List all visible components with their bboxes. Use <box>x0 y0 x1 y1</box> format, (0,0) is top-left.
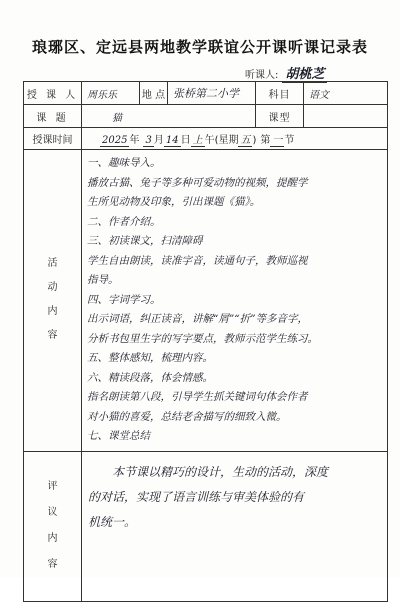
evaluation-content <box>82 451 388 601</box>
activity-label-char: 内 <box>47 306 58 318</box>
time-month: 3 <box>145 135 152 146</box>
teacher-row <box>24 82 388 105</box>
type-value <box>304 105 388 128</box>
evaluation-label-char: 评 <box>47 481 58 492</box>
listener-name: 胡桃芝 <box>282 67 327 83</box>
time-weekday-open: (星期 <box>214 135 239 146</box>
activity-line: 五、整体感知，梳理内容。 <box>87 352 213 364</box>
time-value <box>82 128 388 150</box>
location-label: 地 点 <box>140 82 168 105</box>
topic-value: 猫 <box>82 105 256 128</box>
time-year: 2025 <box>102 135 128 146</box>
record-table <box>23 81 388 602</box>
location-value: 张桥第二小学 <box>168 82 256 105</box>
activity-line: 三、初读课文，扫清障碍 <box>87 235 203 247</box>
activity-line: 指导。 <box>87 274 119 286</box>
activity-content <box>82 150 388 452</box>
activity-row <box>24 150 388 452</box>
evaluation-label-char: 内 <box>47 533 58 544</box>
activity-label-char: 活 <box>47 258 58 270</box>
activity-line: 分析书包里生字的写字要点，教师示范学生练习。 <box>87 332 318 345</box>
activity-label <box>24 150 82 452</box>
evaluation-label-char: 容 <box>47 559 58 570</box>
teacher-value: 周乐乐 <box>82 82 140 105</box>
activity-line: 二、作者介绍。 <box>87 215 161 228</box>
evaluation-label-char: 议 <box>47 507 58 518</box>
evaluation-line: 的对话，实现了语言训练与审美体验的有 <box>88 489 305 504</box>
type-label: 课型 <box>256 105 304 128</box>
teacher-label: 授 课 人 <box>24 82 82 105</box>
activity-line: 生所见动物及印象，引出课题《猫》。 <box>87 196 261 208</box>
evaluation-label <box>24 451 82 601</box>
time-period: 上 <box>192 135 203 146</box>
listener-label: 听课人: <box>245 70 279 81</box>
page-title: 琅琊区、定远县两地教学联谊公开课听课记录表 <box>31 38 368 56</box>
subject-label: 科目 <box>256 82 304 105</box>
time-section: 一 <box>272 135 283 146</box>
time-row <box>24 128 388 150</box>
activity-line: 六、精读段落，体会情感。 <box>87 371 213 384</box>
evaluation-row <box>24 451 388 601</box>
evaluation-line: 机统一。 <box>88 514 137 529</box>
time-day: 14 <box>165 135 179 146</box>
activity-line: 一、趣味导入。 <box>87 157 161 169</box>
activity-label-char: 容 <box>47 330 58 342</box>
time-weekday: 五 <box>240 135 251 146</box>
activity-line: 指名朗读第八段，引导学生抓关键词句体会作者 <box>87 391 308 403</box>
activity-line: 对小猫的喜爱，总结老舍描写的细致入微。 <box>87 410 287 423</box>
topic-label: 课 题 <box>24 105 82 128</box>
activity-label-char: 动 <box>47 282 58 294</box>
time-day-unit: 日 <box>180 135 191 146</box>
time-month-unit: 月 <box>153 135 164 146</box>
evaluation-line: 本节课以精巧的设计，生动的活动，深度 <box>112 464 329 479</box>
time-section-prefix: 第 <box>260 135 271 146</box>
time-weekday-close: ) <box>252 135 257 146</box>
time-year-unit: 年 <box>129 135 140 146</box>
activity-line: 七、课堂总结 <box>87 430 150 442</box>
activity-line: 学生自由朗读，读准字音，读通句子，教师巡视 <box>87 254 308 267</box>
listener-row <box>245 63 385 82</box>
time-section-unit: 节 <box>284 135 295 146</box>
time-period-unit: 午 <box>204 135 215 146</box>
activity-line: 播放古猫、兔子等多种可爱动物的视频，提醒学 <box>87 176 308 189</box>
activity-line: 出示词语，纠正读音，讲解“屑”“折”等多音字， <box>87 313 308 325</box>
subject-value: 语文 <box>304 82 388 105</box>
time-label: 授课时间 <box>24 128 82 150</box>
topic-row <box>24 105 388 128</box>
activity-line: 四、字词学习。 <box>87 293 161 306</box>
